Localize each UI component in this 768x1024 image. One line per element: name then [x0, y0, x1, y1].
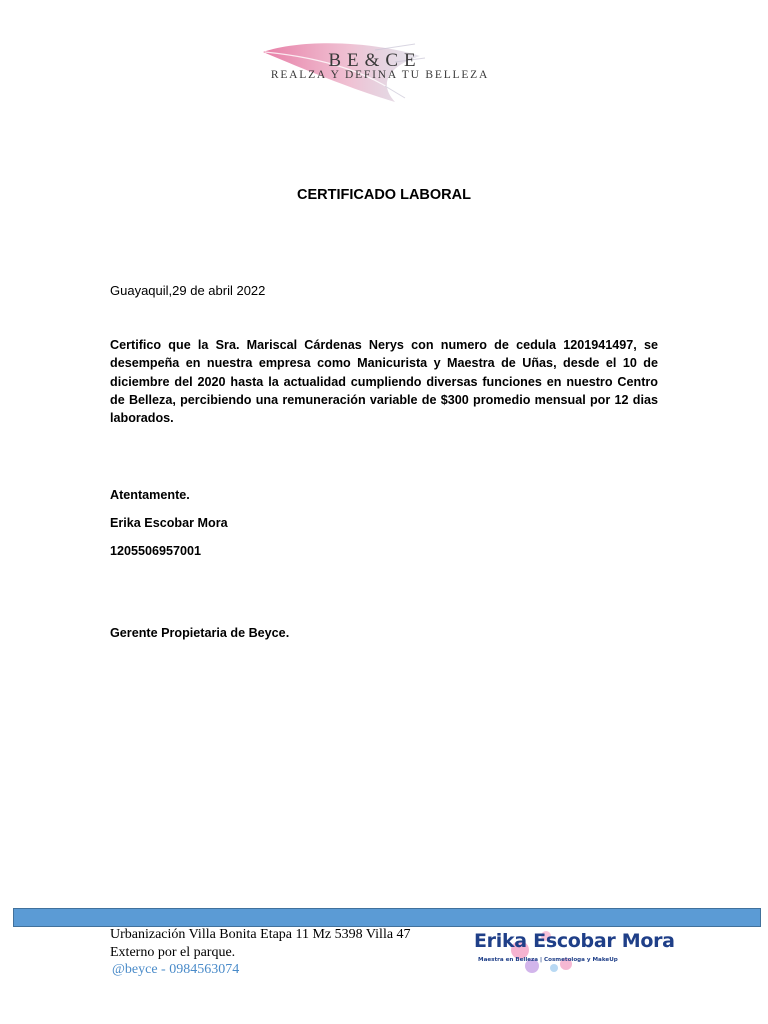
address-line-2: Externo por el parque.: [110, 945, 236, 960]
signer-id: 1205506957001: [110, 544, 202, 558]
document-title: CERTIFICADO LABORAL: [297, 187, 471, 203]
brand-name: Erika Escobar Mora: [474, 930, 675, 952]
logo-name: BE&CE: [328, 50, 422, 71]
brand-logo: [470, 922, 675, 978]
logo-tagline: REALZA Y DEFINA TU BELLEZA: [270, 69, 490, 81]
signer-role: Gerente Propietaria de Beyce.: [110, 626, 290, 640]
footer-address: [110, 926, 411, 962]
certificate-body: Certifico que la Sra. Mariscal Cárdenas Nerys con numero de cedula 1201941497, se desempeña en nuestra empresa como Manicurista y Maestra de Uñas, desde el 10 de diciembre del 2020 hasta la actualidad cumpliendo diversas funciones en nuestro Centro de Belleza, percibiendo una remuneración variable de $300 promedio mensual por 12 dias laborados.: [110, 338, 658, 426]
company-logo: [255, 40, 515, 106]
signer-name: Erika Escobar Mora: [110, 516, 228, 530]
brand-subtitle: Maestra en Belleza | Cosmetologa y MakeUp: [478, 957, 618, 963]
address-line-1: Urbanización Villa Bonita Etapa 11 Mz 5398 Villa 47: [110, 927, 411, 942]
document-date: Guayaquil,29 de abril 2022: [110, 283, 266, 298]
footer-band: [13, 908, 761, 927]
closing-text: Atentamente.: [110, 488, 190, 502]
footer-contact: @beyce - 0984563074: [112, 962, 240, 977]
